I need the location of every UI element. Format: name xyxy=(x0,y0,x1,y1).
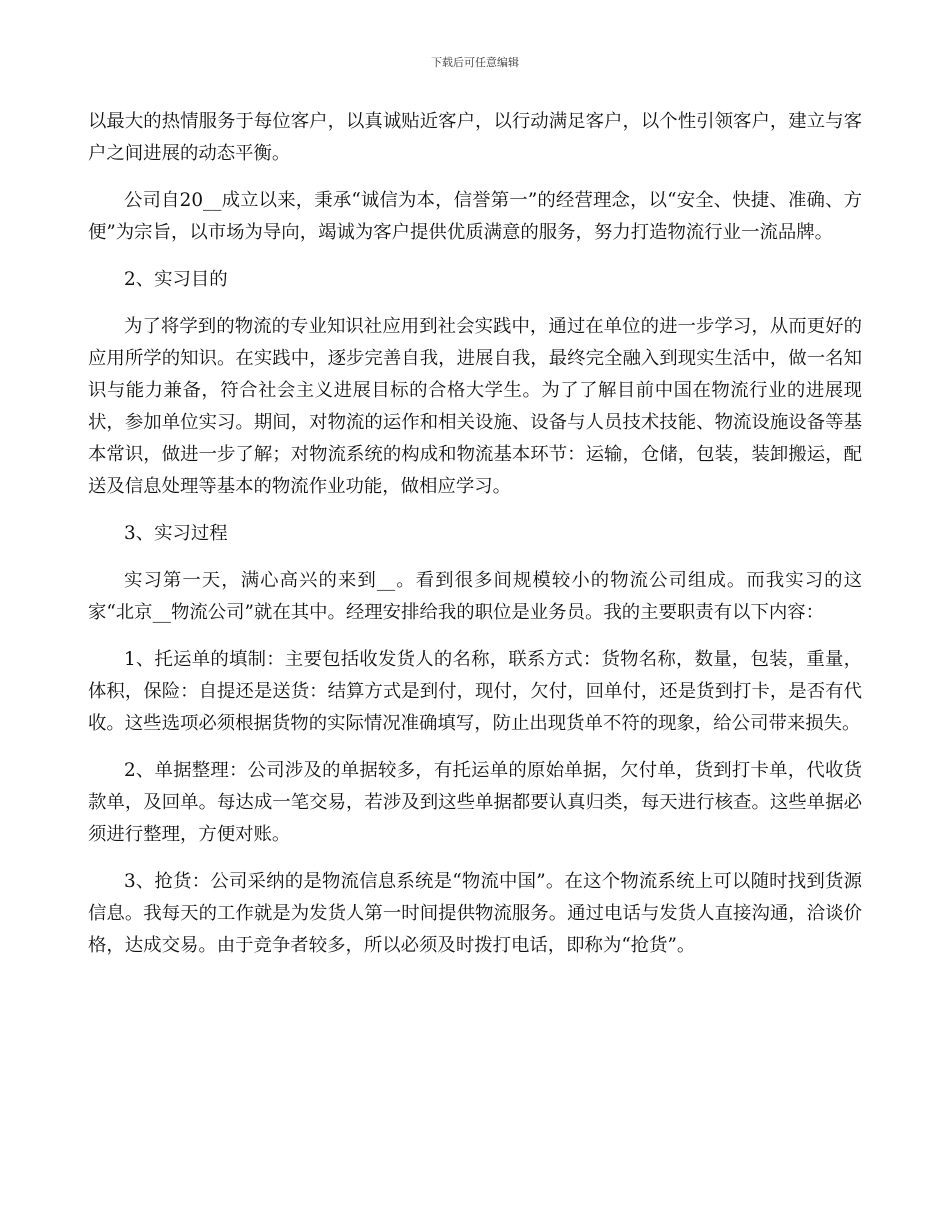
section-heading-purpose: 2、实习目的 xyxy=(124,269,228,290)
paragraph-first-day: 实习第一天，满心高兴的来到__。看到很多间规模较小的物流公司组成。而我实习的这家“北京__物流公司”就在其中。经理安排给我的职位是业务员。我的主要职责有以下内容： xyxy=(88,570,862,623)
paragraph-internship-purpose: 为了将学到的物流的专业知识社应用到社会实践中，通过在单位的进一步学习，从而更好的应用所学的知识。在实践中，逐步完善自我，进展自我，最终完全融入到现实生活中，做一名知识与能力兼备，符合社会主义进展目标的合格大学生。为了了解目前中国在物流行业的进展现状，参加单位实习。期间，对物流的运作和相关设施、设备与人员技术技能、物流设施设备等基本常识，做进一步了解；对物流系统的构成和物流基本环节：运输，仓储，包装，装卸搬运，配送及信息处理等基本的物流作业功能，做相应学习。 xyxy=(88,316,862,497)
paragraph-company-intro: 公司自20__成立以来，秉承“诚信为本，信誉第一”的经营理念，以“安全、快捷、准确、方便”为宗旨，以市场为导向，竭诚为客户提供优质满意的服务，努力打造物流行业一流品牌。 xyxy=(88,190,862,243)
paragraph-cargo-grabbing: 3、抢货：公司采纳的是物流信息系统是“物流中国”。在这个物流系统上可以随时找到货源信息。我每天的工作就是为发货人第一时间提供物流服务。通过电话与发货人直接沟通，洽谈价格，达成交易。由于竞争者较多，所以必须及时拨打电话，即称为“抢货”。 xyxy=(88,871,862,956)
section-heading-process: 3、实习过程 xyxy=(124,523,228,544)
paragraph-document-sorting: 2、单据整理：公司涉及的单据较多，有托运单的原始单据，欠付单，货到打卡单，代收货款单，及回单。每达成一笔交易，若涉及到这些单据都要认真归类，每天进行核查。这些单据必须进行整理，方便对账。 xyxy=(88,760,862,845)
paragraph-waybill-filling: 1、托运单的填制：主要包括收发货人的名称，联系方式：货物名称，数量，包装，重量，体积，保险：自提还是送货：结算方式是到付，现付，欠付，回单付，还是货到打卡，是否有代收。这些选项必须根据货物的实际情况准确填写，防止出现货单不符的现象，给公司带来损失。 xyxy=(88,649,862,734)
document-body xyxy=(88,106,862,977)
paragraph-service-philosophy: 以最大的热情服务于每位客户，以真诚贴近客户，以行动满足客户，以个性引领客户，建立与客户之间进展的动态平衡。 xyxy=(88,111,862,164)
page-header-note: 下载后可任意编辑 xyxy=(431,56,519,69)
